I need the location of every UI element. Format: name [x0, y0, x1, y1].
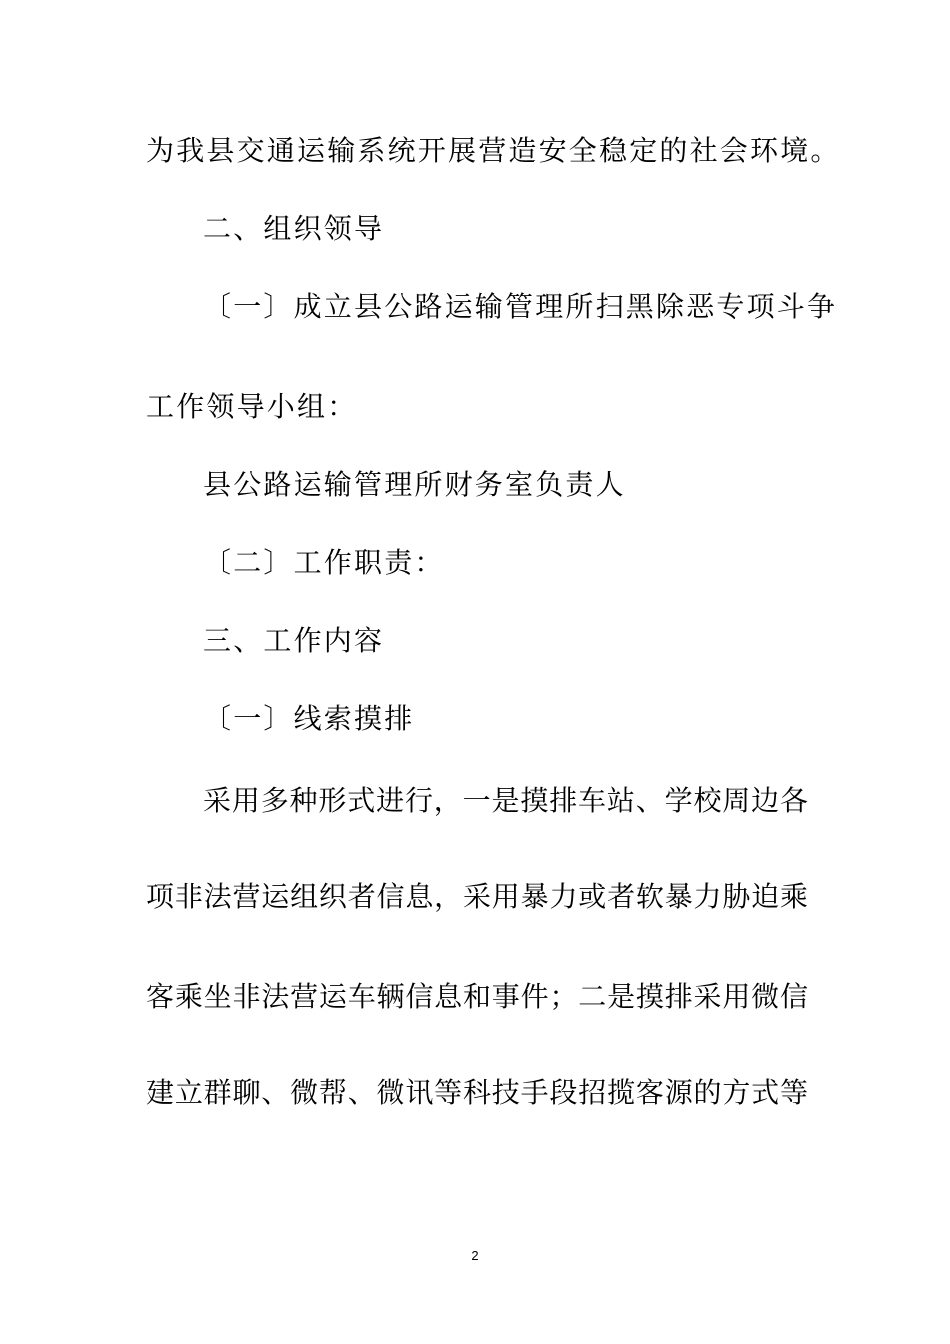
section-heading: 三、工作内容	[203, 624, 385, 657]
body-text-line: 为我县交通运输系统开展营造安全稳定的社会环境。	[146, 134, 841, 167]
section-heading: 二、组织领导	[203, 212, 385, 245]
body-text-line: 采用多种形式进行，一是摸排车站、学校周边各	[203, 784, 808, 817]
subsection-heading: 〔一〕线索摸排	[203, 702, 415, 735]
subsection-heading: 〔一〕成立县公路运输管理所扫黑除恶专项斗争	[203, 290, 838, 323]
body-text-line: 县公路运输管理所财务室负责人	[203, 468, 626, 501]
page-number: 2	[471, 1248, 479, 1263]
subsection-heading: 〔二〕工作职责：	[203, 546, 445, 579]
body-text-line: 项非法营运组织者信息，采用暴力或者软暴力胁迫乘	[146, 880, 808, 913]
body-text-line: 建立群聊、微帮、微讯等科技手段招揽客源的方式等	[146, 1076, 808, 1109]
body-text-line: 客乘坐非法营运车辆信息和事件；二是摸排采用微信	[146, 980, 808, 1013]
body-text-line: 工作领导小组：	[146, 390, 358, 423]
